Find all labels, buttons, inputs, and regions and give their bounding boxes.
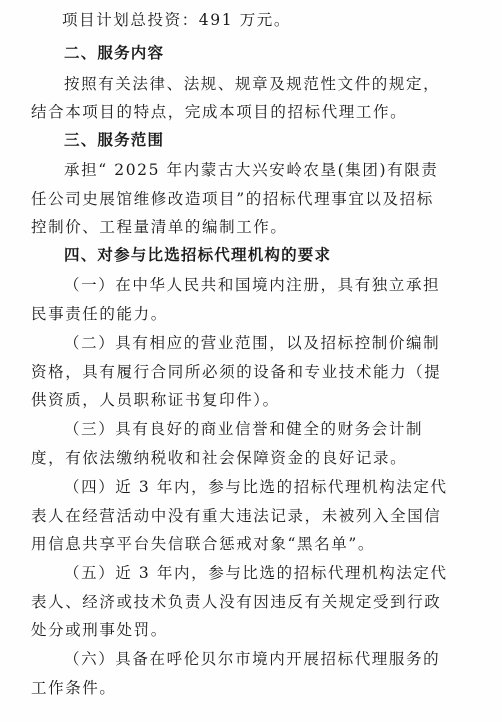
requirement-2-line: 供资质，人员职称证书复印件）。 xyxy=(31,391,280,409)
requirement-1-line: （一）在中华人民共和国境内注册，具有独立承担 xyxy=(64,276,441,294)
section-heading-service-content: 二、服务内容 xyxy=(64,44,165,62)
requirement-4-line: 用信息共享平台失信联合惩戒对象“黑名单”。 xyxy=(31,535,375,553)
requirement-5-line: 表人、经济或技术负责人没有因违反有关规定受到行政 xyxy=(31,593,442,611)
requirement-2-line: （二）具有相应的营业范围，以及招标控制价编制 xyxy=(64,334,441,352)
investment-line: 项目计划总投资：491 万元。 xyxy=(62,11,292,29)
requirement-4-line: 表人在经营活动中没有重大违法记录，未被列入全国信 xyxy=(31,507,442,525)
requirement-2-line: 资格，具有履行合同所必须的设备和专业技术能力（提 xyxy=(31,363,442,381)
paragraph-line: 承担“ 2025 年内蒙古大兴安岭农垦(集团)有限责 xyxy=(64,161,439,179)
paragraph-line: 控制价、工程量清单的编制工作。 xyxy=(31,218,288,236)
requirement-1-line: 民事责任的能力。 xyxy=(31,305,168,323)
requirement-3-line: 度，有依法缴纳税收和社会保障资金的良好记录。 xyxy=(31,449,408,467)
requirement-5-line: （五）近 3 年内，参与比选的招标代理机构法定代 xyxy=(64,564,448,582)
requirement-6-line: （六）具备在呼伦贝尔市境内开展招标代理服务的 xyxy=(64,650,441,668)
requirement-6-line: 工作条件。 xyxy=(31,679,117,697)
section-heading-requirements: 四、对参与比选招标代理机构的要求 xyxy=(64,246,332,264)
requirement-3-line: （三）具有良好的商业信誉和健全的财务会计制 xyxy=(64,420,424,438)
requirement-5-line: 处分或刑事处罚。 xyxy=(31,621,168,639)
paragraph-line: 任公司史展馆维修改造项目”的招标代理事宜以及招标 xyxy=(31,190,434,208)
section-heading-service-scope: 三、服务范围 xyxy=(64,131,165,149)
requirement-4-line: （四）近 3 年内，参与比选的招标代理机构法定代 xyxy=(64,478,448,496)
paragraph-line: 按照有关法律、法规、规章及规范性文件的规定， xyxy=(64,75,441,93)
paragraph-line: 结合本项目的特点，完成本项目的招标代理工作。 xyxy=(31,103,408,121)
